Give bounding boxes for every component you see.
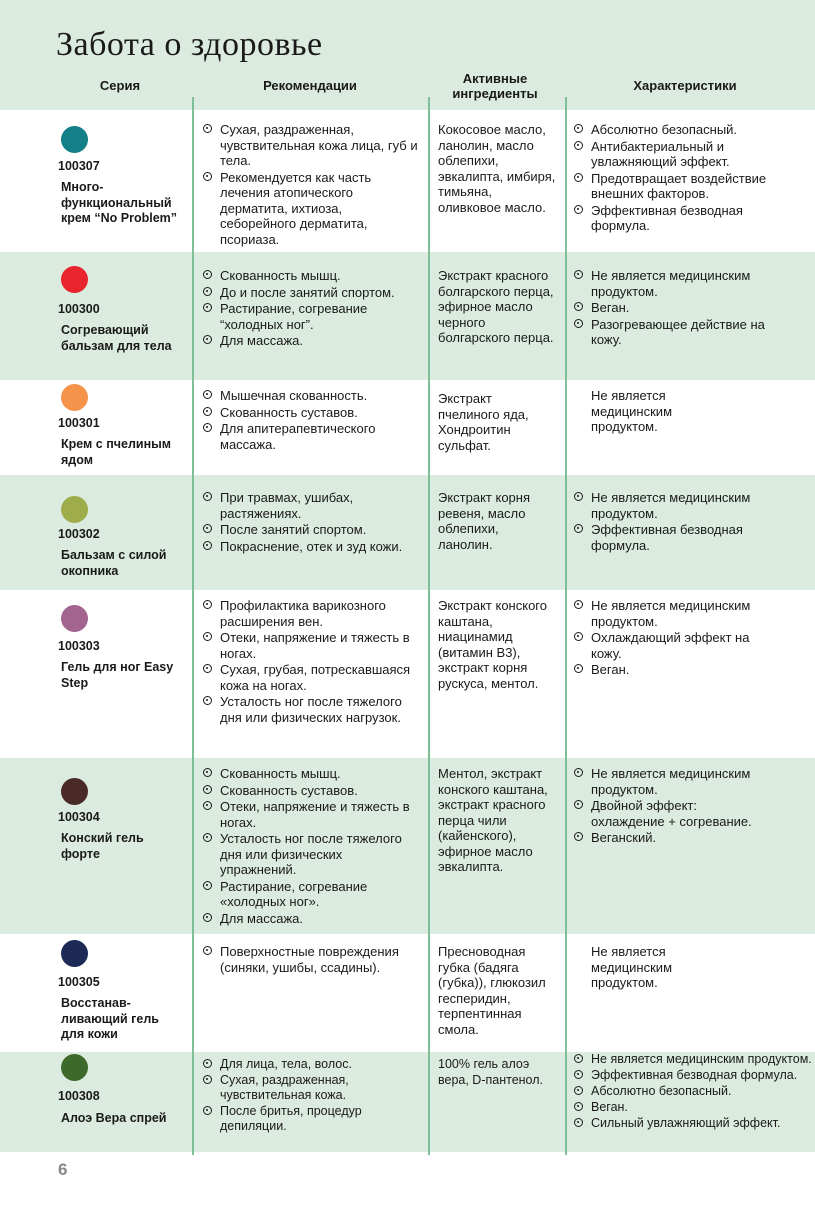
bullet-icon	[574, 302, 583, 311]
bullet-icon	[203, 632, 212, 641]
bullet-icon	[203, 390, 212, 399]
ingredients-cell: Экстракт конского каштана, ниацинамид (витамин B3), экстракт корня рускуса, ментол.	[438, 598, 547, 691]
recommendations-item	[203, 268, 418, 284]
bullet-icon	[203, 1059, 212, 1068]
recommendations-text: Для лица, тела, волос.	[220, 1057, 352, 1071]
bullet-icon	[203, 785, 212, 794]
page-title: Забота о здоровье	[56, 26, 323, 63]
recommendations-text: Мышечная скованность.	[220, 388, 368, 403]
recommendations-item	[203, 879, 418, 910]
features-cell	[574, 268, 774, 349]
recommendations-item	[203, 783, 418, 799]
recommendations-text: Профилактика варикозного расширения вен.	[220, 598, 386, 629]
bullet-icon	[574, 800, 583, 809]
bullet-icon	[574, 205, 583, 214]
features-item	[574, 300, 774, 316]
recommendations-text: Для массажа.	[220, 910, 303, 926]
bullet-icon	[574, 141, 583, 150]
bullet-icon	[203, 881, 212, 890]
features-item	[574, 171, 774, 202]
recommendations-text: Отеки, напряжение и тяжесть в ногах.	[220, 630, 410, 661]
product-name: Бальзам с силой окопника	[61, 548, 167, 578]
bullet-icon	[203, 664, 212, 673]
bullet-icon	[203, 913, 212, 922]
product-code: 100305	[58, 975, 100, 989]
ingredients-cell: 100% гель алоэ вера, D-пантенол.	[438, 1057, 543, 1087]
recommendations-text: После бритья, процедур депиляции.	[220, 1104, 362, 1133]
features-item	[574, 490, 774, 521]
features-text: Абсолютно безопасный.	[591, 1084, 732, 1098]
bullet-icon	[574, 1118, 583, 1127]
bullet-icon	[203, 1106, 212, 1115]
features-text: Не является медицинским продуктом.	[591, 598, 751, 629]
features-item	[574, 798, 774, 829]
features-text: Веган.	[591, 1100, 628, 1114]
features-item	[574, 1084, 812, 1099]
features-item	[574, 522, 774, 553]
recommendations-item	[203, 285, 418, 301]
recommendations-item	[203, 388, 418, 404]
recommendations-item	[203, 694, 418, 725]
color-swatch	[61, 266, 88, 293]
recommendations-item	[203, 490, 418, 521]
features-item	[574, 1068, 812, 1083]
bullet-icon	[203, 172, 212, 181]
product-name: Гель для ног Easy Step	[61, 660, 174, 690]
ingredients-cell: Пресноводная губка (бадяга (губка)), глюкозил гесперидин, терпентинная смола.	[438, 944, 546, 1037]
column-divider	[428, 97, 430, 1155]
recommendations-item	[203, 766, 418, 782]
bullet-icon	[574, 768, 583, 777]
recommendations-text: Сухая, раздраженная, чувствительная кожа.	[220, 1073, 349, 1102]
features-text: Не является медицинским продуктом.	[591, 1052, 812, 1066]
recommendations-text: Отеки, напряжение и тяжесть в ногах.	[220, 799, 410, 830]
recommendations-text: Растирание, согревание “холодных ног”.	[220, 301, 368, 332]
bullet-icon	[574, 664, 583, 673]
recommendations-item	[203, 1057, 418, 1072]
features-text: Двойной эффект: охлаждение + согревание.	[591, 798, 752, 829]
features-cell: Не является медицинским продуктом.	[591, 388, 673, 434]
features-text: Не является медицинским продуктом.	[591, 766, 751, 797]
recommendations-item	[203, 522, 418, 538]
bullet-icon	[203, 946, 212, 955]
features-item	[574, 830, 774, 846]
color-swatch	[61, 1054, 88, 1081]
recommendations-item	[203, 405, 418, 421]
bullet-icon	[203, 768, 212, 777]
bullet-icon	[574, 1054, 583, 1063]
recommendations-item	[203, 944, 418, 975]
color-swatch	[61, 940, 88, 967]
features-cell	[574, 766, 774, 847]
recommendations-text: Усталость ног после тяжелого дня или физических упражнений.	[220, 831, 402, 877]
recommendations-item	[203, 831, 418, 878]
recommendations-item	[203, 170, 418, 248]
recommendations-item	[203, 421, 418, 452]
bullet-icon	[203, 423, 212, 432]
recommendations-cell	[203, 766, 418, 927]
features-item	[574, 766, 774, 797]
bullet-icon	[574, 1070, 583, 1079]
recommendations-cell	[203, 268, 418, 350]
product-name: Крем с пчелиным ядом	[61, 437, 172, 467]
recommendations-text: Скованность суставов.	[220, 404, 358, 420]
features-item	[574, 268, 774, 299]
bullet-icon	[574, 124, 583, 133]
product-code: 100300	[58, 302, 100, 316]
features-item	[574, 203, 774, 234]
color-swatch	[61, 126, 88, 153]
ingredients-cell: Кокосовое масло, ланолин, масло облепихи, эвкалипта, имбиря, тимьяна, оливковое масло.	[438, 122, 556, 215]
features-text: Веганский.	[591, 830, 657, 845]
recommendations-item	[203, 333, 418, 349]
bullet-icon	[203, 335, 212, 344]
col-header-recommendations: Рекомендации	[263, 78, 357, 93]
recommendations-text: Покраснение, отек и зуд кожи.	[220, 538, 403, 554]
bullet-icon	[574, 832, 583, 841]
recommendations-text: При травмах, ушибах, растяжениях.	[220, 490, 354, 521]
features-item	[574, 662, 774, 678]
color-swatch	[61, 384, 88, 411]
column-divider	[192, 97, 194, 1155]
bullet-icon	[203, 1075, 212, 1084]
features-text: Эффективная безводная формула.	[591, 1068, 798, 1082]
recommendations-item	[203, 662, 418, 693]
recommendations-text: До и после занятий спортом.	[220, 284, 395, 300]
features-item	[574, 139, 774, 170]
recommendations-item	[203, 911, 418, 927]
features-text: Разогревающее действие на кожу.	[591, 316, 765, 347]
color-swatch	[61, 496, 88, 523]
color-swatch	[61, 778, 88, 805]
bullet-icon	[574, 270, 583, 279]
features-text: Эффективная безводная формула.	[591, 522, 743, 553]
bullet-icon	[203, 541, 212, 550]
recommendations-cell	[203, 598, 418, 726]
bullet-icon	[203, 407, 212, 416]
col-header-ingredients: Активные ингредиенты	[452, 71, 538, 101]
product-code: 100308	[58, 1089, 100, 1103]
recommendations-cell	[203, 388, 418, 453]
features-text: Веган.	[591, 300, 630, 315]
features-text: Предотвращает воздействие внешних факторов.	[591, 170, 767, 201]
features-text: Охлаждающий эффект на кожу.	[591, 630, 750, 661]
bullet-icon	[574, 319, 583, 328]
features-item	[574, 1100, 812, 1115]
ingredients-cell: Ментол, экстракт конского каштана, экстракт красного перца чили (кайенского), эфирное масло эвкалипта.	[438, 766, 548, 874]
recommendations-item	[203, 630, 418, 661]
col-header-series: Серия	[99, 78, 141, 93]
features-cell: Не является медицинским продуктом.	[591, 944, 673, 990]
recommendations-text: Скованность мышц.	[220, 268, 341, 283]
bullet-icon	[203, 492, 212, 501]
bullet-icon	[574, 600, 583, 609]
bullet-icon	[203, 287, 212, 296]
bullet-icon	[574, 1086, 583, 1095]
features-item	[574, 1052, 812, 1067]
bullet-icon	[203, 524, 212, 533]
product-code: 100301	[58, 416, 100, 430]
color-swatch	[61, 605, 88, 632]
features-item	[574, 122, 774, 138]
column-divider	[565, 97, 567, 1155]
bullet-icon	[203, 124, 212, 133]
features-item	[574, 1116, 812, 1131]
product-code: 100307	[58, 159, 100, 173]
recommendations-text: Скованность мышц.	[220, 766, 341, 781]
recommendations-item	[203, 1073, 418, 1103]
bullet-icon	[203, 696, 212, 705]
features-text: Антибактериальный и увлажняющий эффект.	[591, 138, 730, 169]
product-code: 100304	[58, 810, 100, 824]
bullet-icon	[574, 524, 583, 533]
recommendations-item	[203, 539, 418, 555]
recommendations-text: Для апитерапевтического массажа.	[220, 421, 376, 452]
product-name: Конский гель форте	[61, 831, 144, 861]
ingredients-cell: Экстракт корня ревеня, масло облепихи, ланолин.	[438, 490, 531, 552]
recommendations-text: Сухая, грубая, потрескавшаяся кожа на ногах.	[220, 662, 411, 693]
recommendations-cell	[203, 490, 418, 555]
recommendations-item	[203, 301, 418, 332]
features-cell	[574, 598, 774, 679]
bullet-icon	[203, 270, 212, 279]
features-item	[574, 598, 774, 629]
features-cell	[574, 122, 774, 235]
bullet-icon	[203, 600, 212, 609]
recommendations-text: Поверхностные повреждения (синяки, ушибы, ссадины).	[220, 944, 399, 975]
features-item	[574, 630, 774, 661]
features-cell	[574, 490, 774, 554]
recommendations-text: Сухая, раздраженная, чувствительная кожа лица, губ и тела.	[220, 122, 418, 168]
features-text: Абсолютно безопасный.	[591, 122, 738, 137]
features-cell	[574, 1052, 812, 1132]
recommendations-cell	[203, 944, 418, 976]
product-code: 100303	[58, 639, 100, 653]
recommendations-item	[203, 598, 418, 629]
recommendations-text: Усталость ног после тяжелого дня или физических нагрузок.	[220, 694, 402, 725]
features-text: Не является медицинским продуктом.	[591, 268, 751, 299]
recommendations-item	[203, 799, 418, 830]
ingredients-cell: Экстракт пчелиного яда, Хондроитин сульфат.	[438, 391, 529, 453]
features-text: Сильный увлажняющий эффект.	[591, 1116, 781, 1130]
product-name: Много-функциональный крем “No Problem”	[61, 180, 178, 225]
page-number: 6	[58, 1160, 68, 1179]
product-name: Восстанав-ливающий гель для кожи	[61, 996, 159, 1041]
bullet-icon	[203, 833, 212, 842]
bullet-icon	[574, 1102, 583, 1111]
features-text: Эффективная безводная формула.	[591, 202, 743, 233]
recommendations-text: Скованность суставов.	[220, 782, 358, 798]
recommendations-text: Для массажа.	[220, 333, 303, 348]
bullet-icon	[203, 303, 212, 312]
bullet-icon	[203, 801, 212, 810]
recommendations-item	[203, 122, 418, 169]
product-name: Согревающий бальзам для тела	[61, 323, 172, 353]
recommendations-cell	[203, 1057, 418, 1135]
ingredients-cell: Экстракт красного болгарского перца, эфирное масло черного болгарского перца.	[438, 268, 554, 345]
features-item	[574, 317, 774, 348]
recommendations-text: После занятий спортом.	[220, 522, 367, 537]
bullet-icon	[574, 173, 583, 182]
recommendations-text: Растирание, согревание «холодных ног».	[220, 878, 368, 909]
recommendations-cell	[203, 122, 418, 248]
col-header-features: Характеристики	[633, 78, 737, 93]
features-text: Веган.	[591, 662, 630, 677]
bullet-icon	[574, 632, 583, 641]
product-code: 100302	[58, 527, 100, 541]
recommendations-text: Рекомендуется как часть лечения атопического дерматита, ихтиоза, себорейного дерматита, псориаза.	[220, 169, 372, 247]
bullet-icon	[574, 492, 583, 501]
product-name: Алоэ Вера спрей	[61, 1111, 167, 1125]
recommendations-item	[203, 1104, 418, 1134]
features-text: Не является медицинским продуктом.	[591, 490, 751, 521]
